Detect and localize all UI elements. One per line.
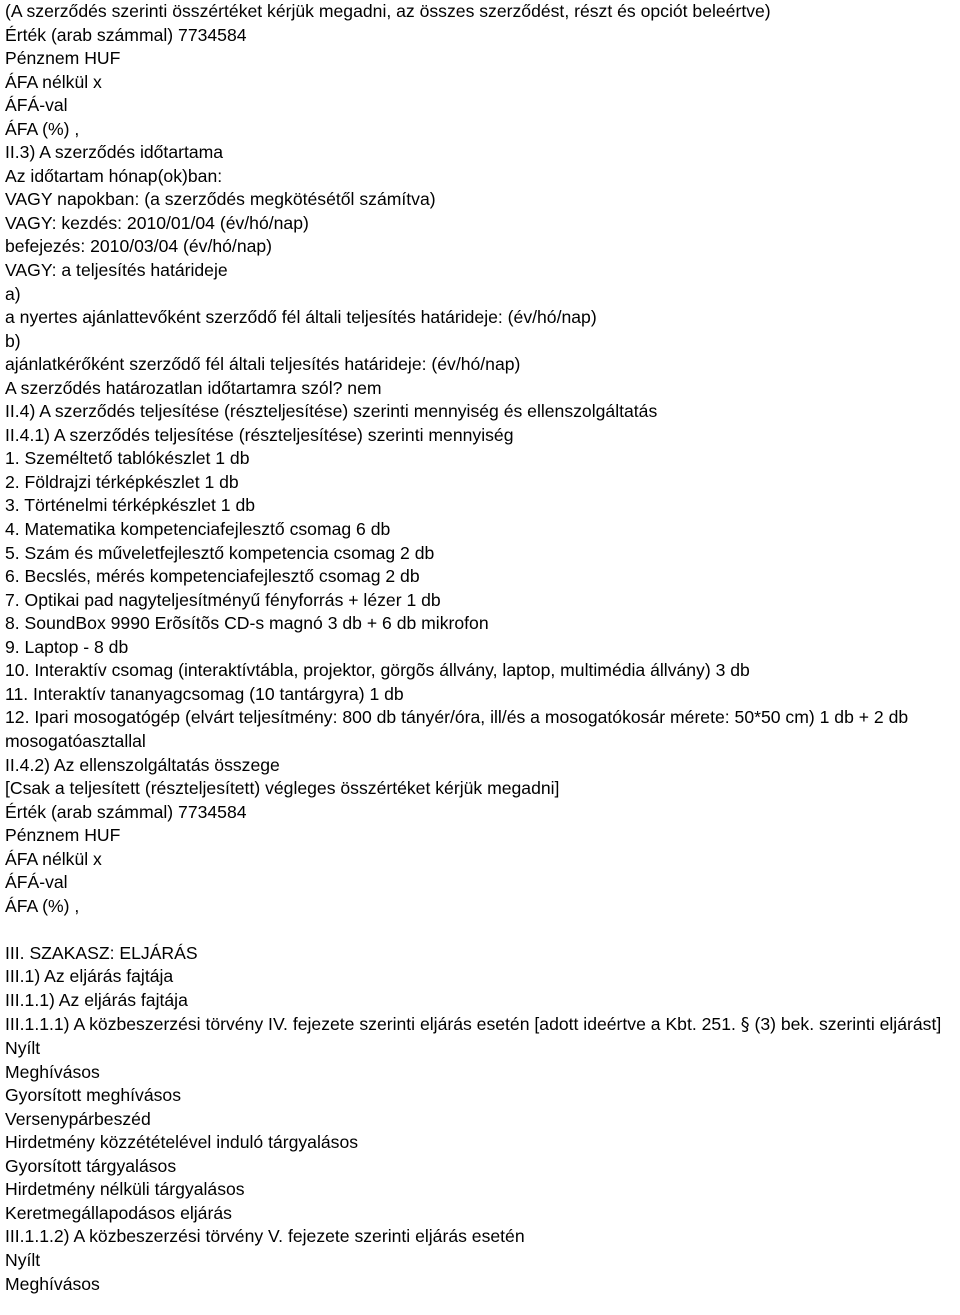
- procedure-h111-rest: (3) bek. szerinti eljárást]: [754, 1013, 942, 1034]
- consideration-value-line: Érték (arab számmal) 7734584: [5, 801, 247, 822]
- list-item: 11. Interaktív tananyagcsomag (10 tantárgyra) 1 db: [5, 683, 404, 704]
- procedure-h11: III.1.1) Az eljárás fajtája: [5, 989, 188, 1010]
- procedure-h1: III.1) Az eljárás fajtája: [5, 966, 174, 987]
- duration-end: befejezés: 2010/03/04 (év/hó/nap): [5, 236, 273, 257]
- list-item: 5. Szám és műveletfejlesztő kompetencia csomag 2 db: [5, 542, 435, 563]
- procedure-type-item: Nyílt: [5, 1038, 41, 1059]
- duration-start: VAGY: kezdés: 2010/01/04 (év/hó/nap): [5, 212, 309, 233]
- procedure-h111-text: III.1.1.1) A közbeszerzési törvény IV. fejezete szerinti eljárás esetén [adott ideértve a Kbt. 251.: [5, 1013, 736, 1034]
- list-item: 2. Földrajzi térképkészlet 1 db: [5, 471, 239, 492]
- with-vat-line: ÁFÁ-val: [5, 95, 68, 116]
- duration-indefinite: A szerződés határozatlan időtartamra szól? nem: [5, 377, 382, 398]
- procedure-type-item: Hirdetmény közzétételével induló tárgyalásos: [5, 1132, 359, 1153]
- duration-a-label: a): [5, 283, 21, 304]
- procedure-type-item: Nyílt: [5, 1249, 41, 1270]
- list-item: 10. Interaktív csomag (interaktívtábla, projektor, görgõs állvány, laptop, multimédia állvány) 3 db: [5, 660, 750, 681]
- list-item: 7. Optikai pad nagyteljesítményű fényforrás + lézer 1 db: [5, 589, 441, 610]
- vat-percent-line: ÁFA (%) ,: [5, 118, 80, 139]
- procedure-type-item: Gyorsított meghívásos: [5, 1085, 182, 1106]
- quantity-heading: II.4) A szerződés teljesítése (részteljesítése) szerinti mennyiség és ellenszolgáltatás: [5, 401, 658, 422]
- duration-months: Az időtartam hónap(ok)ban:: [5, 165, 223, 186]
- duration-a-text: a nyertes ajánlattevőként szerződő fél általi teljesítés határideje: (év/hó/nap): [5, 307, 597, 328]
- consideration-currency-line: Pénznem HUF: [5, 825, 121, 846]
- consideration-with-vat: ÁFÁ-val: [5, 872, 68, 893]
- duration-b-text: ajánlatkérőként szerződő fél általi teljesítés határideje: (év/hó/nap): [5, 354, 521, 375]
- procedure-block: [5, 942, 954, 1296]
- duration-heading: II.3) A szerződés időtartama: [5, 142, 224, 163]
- procedure-type-item: Meghívásos: [5, 1273, 100, 1294]
- procedure-type-item: Gyorsított tárgyalásos: [5, 1155, 177, 1176]
- duration-b-label: b): [5, 330, 21, 351]
- duration-days: VAGY napokban: (a szerződés megkötésétől számítva): [5, 189, 436, 210]
- list-item: 4. Matematika kompetenciafejlesztő csomag 6 db: [5, 519, 391, 540]
- duration-deadline: VAGY: a teljesítés határideje: [5, 260, 228, 281]
- consideration-note: [Csak a teljesített (részteljesített) végleges összértéket kérjük megadni]: [5, 778, 560, 799]
- duration-block: [5, 141, 954, 400]
- contract-value-note: (A szerződés szerinti összértéket kérjük megadni, az összes szerződést, részt és opciót beleértve): [5, 1, 771, 21]
- quantity-block: [5, 400, 954, 753]
- consideration-without-vat: ÁFA nélkül x: [5, 848, 102, 869]
- section-heading: III. SZAKASZ: ELJÁRÁS: [5, 942, 198, 963]
- procedure-type-item: Meghívásos: [5, 1061, 100, 1082]
- currency-line: Pénznem HUF: [5, 48, 121, 69]
- consideration-heading: II.4.2) Az ellenszolgáltatás összege: [5, 754, 280, 775]
- procedure-type-item: Versenypárbeszéd: [5, 1108, 151, 1129]
- list-item: 6. Becslés, mérés kompetenciafejlesztő csomag 2 db: [5, 566, 420, 587]
- procedure-h112: III.1.1.2) A közbeszerzési törvény V. fejezete szerinti eljárás esetén: [5, 1226, 525, 1247]
- paragraph-symbol: §: [740, 1014, 750, 1035]
- list-item: 1. Személtető tablókészlet 1 db: [5, 448, 250, 469]
- consideration-block: [5, 754, 954, 942]
- quantity-subheading: II.4.1) A szerződés teljesítése (részteljesítése) szerinti mennyiség: [5, 424, 514, 445]
- list-item: 3. Történelmi térképkészlet 1 db: [5, 495, 256, 516]
- list-item: 12. Ipari mosogatógép (elvárt teljesítmény: 800 db tányér/óra, ill/és a mosogatókosár mérete: 50*50 cm) 1 db + 2 db mosogatóasztallal: [5, 707, 909, 751]
- procedure-type-item: Hirdetmény nélküli tárgyalásos: [5, 1179, 245, 1200]
- contract-value-line: Érték (arab számmal) 7734584: [5, 24, 247, 45]
- consideration-vat-percent: ÁFA (%) ,: [5, 895, 80, 916]
- spacer: [5, 918, 954, 942]
- procedure-h111: [5, 1013, 954, 1038]
- without-vat-line: ÁFA nélkül x: [5, 71, 102, 92]
- list-item: 9. Laptop - 8 db: [5, 636, 129, 657]
- procedure-type-item: Keretmegállapodásos eljárás: [5, 1202, 232, 1223]
- list-item: 8. SoundBox 9990 Erõsítõs CD-s magnó 3 db + 6 db mikrofon: [5, 613, 489, 634]
- contract-value-top-block: [5, 0, 954, 141]
